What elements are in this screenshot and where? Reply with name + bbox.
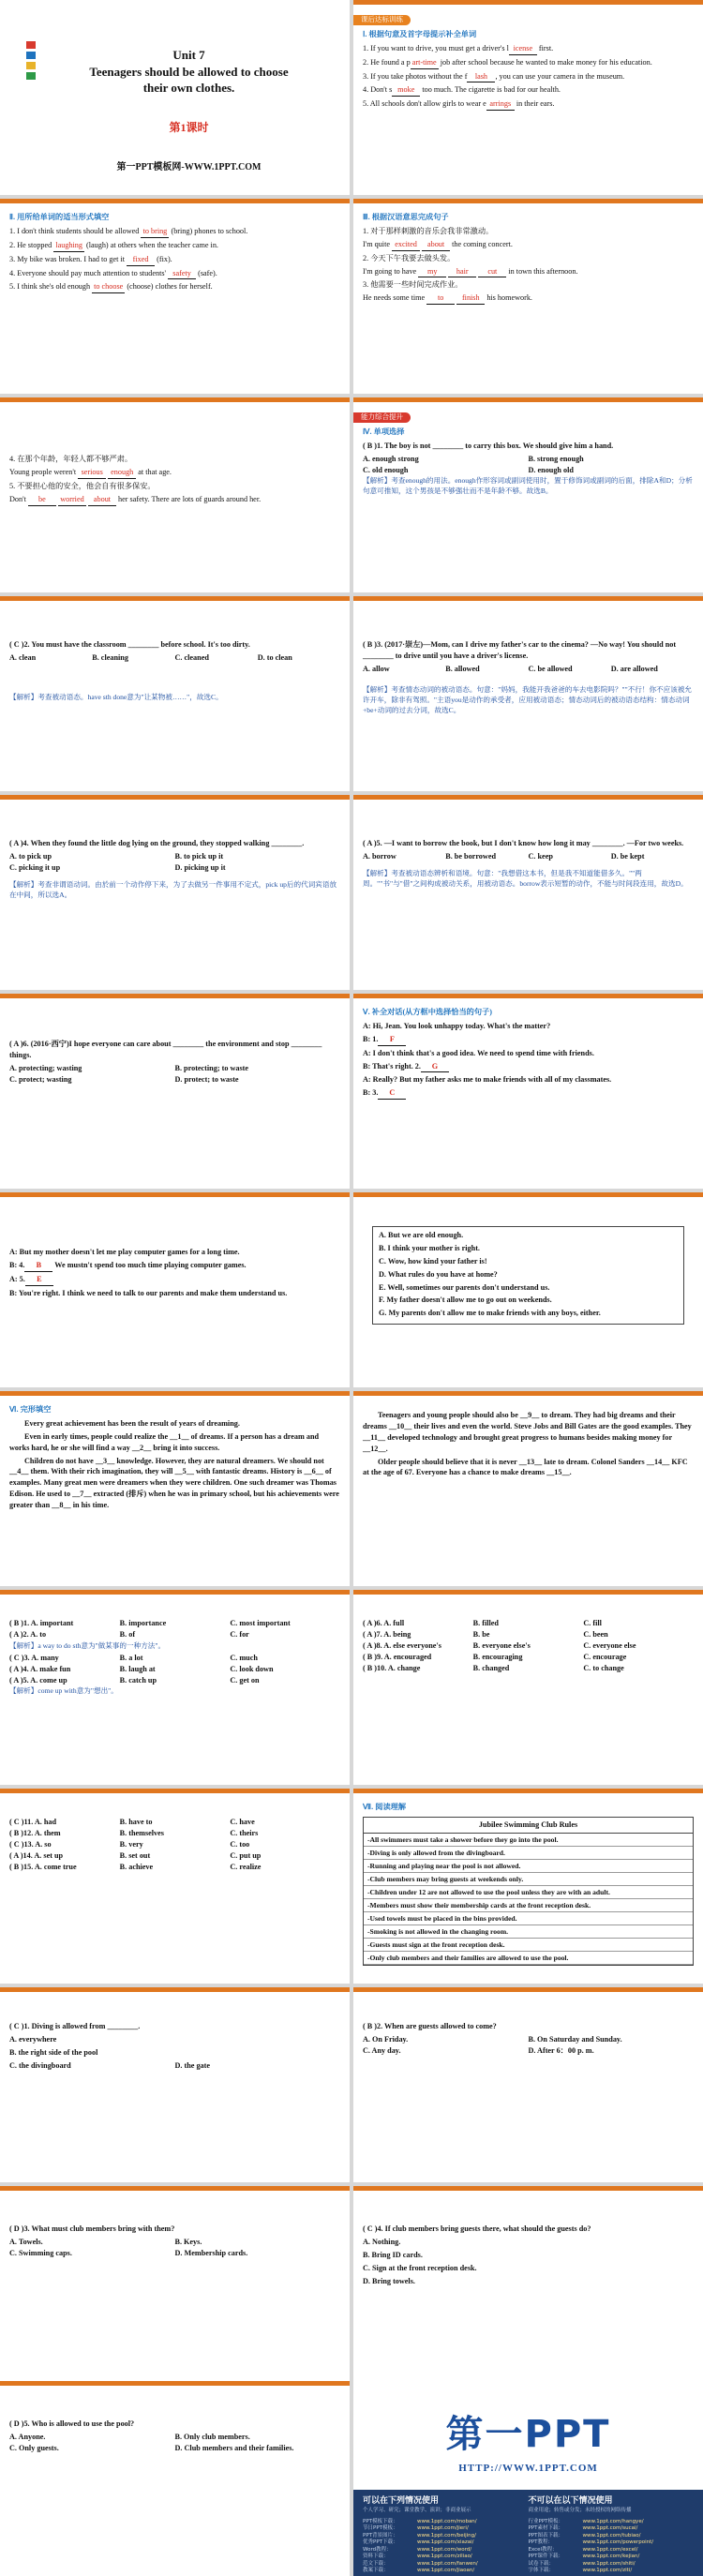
question: ( C )4. If club members bring guests there, what should the guests do? [363, 2224, 591, 2233]
footer-link[interactable]: PPT图表下载： www.1ppt.com/tubiao/ [528, 2532, 641, 2539]
question: 2. He found a p art-time job after school because he wanted to make money for his education. [363, 57, 694, 69]
footer-link[interactable]: 试卷下载： www.1ppt.com/shiti/ [528, 2560, 636, 2567]
slide-translate: Ⅲ. 根据汉语意思完成句子 1. 对于那样刺激的音乐会我非常激动。 I'm quite excited about the coming concert. 2. 今天下午我要去做头发。 I'm going to have my hair cut in town this afternoon. 3. 他需要一些时间完成作业。 He needs some time to finish his homework. [353, 199, 703, 394]
question: ( A )6. (2016·西宁)I hope everyone can care about ________ the environment and stop ________ things. [9, 1040, 322, 1059]
slide-dialogue-2: A: But my mother doesn't let me play computer games for a long time. B: 4. B We mustn't spend too much time playing computer games. A: 5. E B: You're right. I think we need to talk to our parents and make them understand us. [0, 1192, 350, 1387]
footer-link[interactable]: 教案下载： www.1ppt.com/jiaoan/ [363, 2567, 475, 2573]
slide-dialogue-options [353, 1192, 703, 1387]
section-heading: Ⅵ. 完形填空 [9, 1405, 52, 1414]
footer-link[interactable]: 资料下载： www.1ppt.com/ziliao/ [363, 2554, 472, 2560]
slide-cloze-1: Ⅵ. 完形填空 Every great achievement has been the result of years of dreaming. Even in early times, people could realize the __1__ of dreams. If a person has a dream and works hard, he or she will find a way __2__ bring it into success. Children do not have __3__ knowledge. However, they are natural dreamers. We should not __4__ them. With their rich imagination, they will __5__ with fantastic dreams. History is __6__ of examples. Many great men were dreamers when they were children. One such dreamer was Thomas Edison. He used to __7__ extracted (排斥) when he was in primary school, but his achievements were greater than __8__ in his time. [0, 1391, 350, 1586]
footer-panel: 可以在下列情况使用 个人学习、研究；课堂教学、演讲；非商业展示 不可以在以下情况使用 商业用途；转售或分发；未经授权的网络传播 PPT模板下载： www.1ppt.com/moban/ 节日PPT模板： www.1ppt.com/jieri/ PPT背景图片： www.1ppt.com/beijing/ 优秀PPT下载： www.1ppt.com/xiazai/ Word教程： www.1ppt.com/word/ 资料下载： www.1ppt.com/ziliao/ 范文下载： www.1ppt.com/fanwen/ 教案下载： www.1ppt.com/jiaoan/ 行业PPT模板： www.1ppt.com/hangye/ PPT素材下载： www.1ppt.com/sucai/ PPT图表下载： www.1ppt.com/tubiao/ PPT教程： www.1ppt.com/powerpoint/ Excel教程： www.1ppt.com/excel/ PPT课件下载： www.1ppt.com/kejian/ 试卷下载： www.1ppt.com/shiti/ 字体下载： www.1ppt.com/ziti/ [353, 2490, 703, 2576]
cover-slide [0, 0, 350, 195]
section-heading: Ⅰ. 根据句意及首字母提示补全单词 [363, 29, 477, 38]
site-logo: 第一PPT HTTP://WWW.1PPT.COM [353, 2381, 703, 2490]
footer-link[interactable]: Excel教程： www.1ppt.com/excel/ [528, 2546, 638, 2553]
slide-cloze-answers-1: ( B )1. A. important B. importance C. most important ( A )2. A. to B. of C. for 【解析】a way to do sth意为"做某事的一种方法"。 ( C )3. A. many B. a lot C. much ( A )4. A. make fun B. laugh at C. look down ( A )5. A. come up B. catch up C. get on 【解析】come up with意为"想出"。 [0, 1590, 350, 1785]
footer-link[interactable]: PPT素材下载： www.1ppt.com/sucai/ [528, 2525, 638, 2532]
explanation: 【解析】考查非谓语动词。由於前一个动作停下来，为了去做另一件事用不定式，pick up后的代词宾语放在中间，所以选A。 [9, 879, 337, 899]
section-badge: 能力综合提升 [353, 412, 411, 423]
options-box: A. But we are old enough. B. I think your mother is right. C. Wow, how kind your father is! D. What rules do you have at home? E. Well, sometimes our parents don't understand us. F. My father doesn't allow me to go out on weekends. G. My parents don't allow me to make friends with any boys, either. [372, 1226, 684, 1325]
question: 3. If you take photos without the f lash , you can use your camera in the museum. [363, 71, 694, 83]
footer-link[interactable]: PPT课件下载： www.1ppt.com/kejian/ [528, 2554, 640, 2560]
footer-link[interactable]: 字体下载： www.1ppt.com/ziti/ [528, 2567, 633, 2573]
cover-decoration [26, 41, 36, 82]
slide-reading-q4: ( C )4. If club members bring guests there, what should the guests do? A. Nothing. B. Bring ID cards. C. Sign at the front reception desk. D. Bring towels. [353, 2186, 703, 2381]
slide-translate-cont: 4. 在那个年龄，年轻人都不够严肃。 Young people weren't serious enough at that age. 5. 不要担心他的安全，他会自有很多保安。 Don't be worried about her safety. There are lots of guards around her. [0, 397, 350, 592]
footer-link[interactable]: PPT模板下载： www.1ppt.com/moban/ [363, 2519, 477, 2525]
question: ( B )2. When are guests allowed to come? [363, 2022, 497, 2030]
question: 5. All schools don't allow girls to wear e arrings in their ears. [363, 98, 694, 111]
question: 1. I don't think students should be allowed to bring (bring) phones to school. [9, 226, 340, 238]
question: ( A )4. When they found the little dog lying on the ground, they stopped walking ________. [9, 839, 305, 847]
question: 4. Don't s moke too much. The cigarette is bad for our health. [363, 84, 694, 97]
slide-end-logo [353, 2381, 703, 2576]
question: ( C )2. You must have the classroom ________ before school. It's too dirty. [9, 640, 250, 649]
answer-line: He needs some time to finish his homework. [363, 292, 694, 305]
question: 5. I think she's old enough to choose (choose) clothes for herself. [9, 281, 340, 293]
slide-mc-2: ( C )2. You must have the classroom ________ before school. It's too dirty. A. clean B. cleaning C. cleaned D. to clean 【解析】考查被动语态。have sth done意为"让某物被……"，故选C。 [0, 596, 350, 791]
question: ( A )5. —I want to borrow the book, but I don't know how long it may ________. —For two weeks. [363, 839, 684, 847]
slide-reading-q3: ( D )3. What must club members bring with them? A. Towels. B. Keys. C. Swimming caps. D. Membership cards. [0, 2186, 350, 2381]
slide-reading-q5: ( D )5. Who is allowed to use the pool? A. Anyone. B. Only club members. C. Only guests. D. Club members and their families. [0, 2381, 350, 2576]
cover-title: Unit 7 Teenagers should be allowed to choose their own clothes. [89, 48, 289, 96]
explanation: 【解析】考查enough的用法。enough作形容词或副词使用时，置于修饰词或副词的后面，排除A和D；分析句意可推知，这个男孩是不够强壮而不是年龄不够。故选B。 [363, 476, 693, 496]
slide-cloze-answers-3: ( C )11. A. had B. have to C. have ( B )12. A. them B. themselves C. theirs ( C )13. A. so B. very C. too ( A )14. A. set up B. set out C. put up ( B )15. A. come true B. achieve C. realize [0, 1789, 350, 1984]
footer-link[interactable]: 行业PPT模板： www.1ppt.com/hangye/ [528, 2519, 644, 2525]
slide-mc-1: 能力综合提升 Ⅳ. 单项选择 ( B )1. The boy is not ________ to carry this box. We should give him a hand. A. enough strong B. strong enough C. old enough D. enough old 【解析】考查enough的用法。enough作形容词或副词使用时，置于修饰词或副词的后面，排除A和D；分析句意可推知，这个男孩是不够强壮而不是年龄不够。故选B。 [353, 397, 703, 592]
footer-link[interactable]: 范文下载： www.1ppt.com/fanwen/ [363, 2560, 478, 2567]
slide-word-forms [0, 199, 350, 394]
footer-link[interactable]: 优秀PPT下载： www.1ppt.com/xiazai/ [363, 2539, 474, 2546]
section-heading: Ⅱ. 用所给单词的适当形式填空 [9, 213, 110, 221]
answer-line: I'm quite excited about the coming concert. [363, 239, 694, 251]
section-heading: Ⅲ. 根据汉语意思完成句子 [363, 213, 449, 221]
answer-line: Young people weren't serious enough at that age. [9, 467, 340, 479]
question: ( B )3. (2017·崇左)—Mom, can I drive my father's car to the cinema? —No way! You should not ________ to drive until you have a driver's license. [363, 640, 677, 660]
slide-reading-q1: ( C )1. Diving is allowed from ________. A. everywhere B. the right side of the pool C. the divingboard D. the gate [0, 1987, 350, 2182]
section-badge: 课后达标训练 [353, 15, 411, 25]
question: 4. Everyone should pay much attention to students' safety (safe). [9, 268, 340, 280]
rules-table: Jubilee Swimming Club Rules -All swimmers must take a shower before they go into the pool. -Diving is only allowed from the divingboard. -Running and playing near the pool is not allowed. -Club members may bring guests at weekends only. -Children under 12 are not allowed to use the pool unless they are with an adult. -Members must show their membership cards at the front reception desk. -Used towels must be placed in the bins provided. -Smoking is not allowed in the changing room. -Guests must sign at the front reception desk. -Only club members and their families are allowed to use the pool. [363, 1817, 694, 1966]
question: 3. My bike was broken. I had to get it fixed (fix). [9, 254, 340, 266]
footer-link[interactable]: 节日PPT模板： www.1ppt.com/jieri/ [363, 2525, 469, 2532]
slide-mc-3: ( B )3. (2017·崇左)—Mom, can I drive my father's car to the cinema? —No way! You should not ________ to drive until you have a driver's license. A. allow B. allowed C. be allowed D. are allowed 【解析】考查情态动词的被动语态。句意："妈妈，我能开我爸爸的车去电影院吗？""不行！你不应该被允许开车，除非有驾照。"主语you是动作的承受者，应用被动语态；情态动词后的被动语态结构：情态动词+be+动词的过去分词，故选C。 [353, 596, 703, 791]
slide-fill-words [353, 0, 703, 195]
explanation: 【解析】考查情态动词的被动语态。句意："妈妈，我能开我爸爸的车去电影院吗？""不行！你不应该被允许开车，除非有驾照。"主语you是动作的承受者，应用被动语态；情态动词后的被动语态结构：情态动词+be+动词的过去分词，故选C。 [363, 684, 693, 714]
slide-cloze-answers-2: ( A )6. A. full B. filled C. fill ( A )7. A. being B. be C. been ( A )8. A. else everyone's B. everyone else's C. everyone else ( B )9. A. encouraged B. encouraging C. encourage ( B )10. A. change B. changed C. to change [353, 1590, 703, 1785]
section-heading: Ⅳ. 单项选择 [363, 427, 405, 436]
footer-link[interactable]: PPT背景图片： www.1ppt.com/beijing/ [363, 2532, 477, 2539]
question: ( C )1. Diving is allowed from ________. [9, 2022, 141, 2030]
question: 2. He stopped laughing (laugh) at others when the teacher came in. [9, 240, 340, 252]
question: ( B )1. The boy is not ________ to carry this box. We should give him a hand. [363, 441, 614, 450]
answer-line: Don't be worried about her safety. There are lots of guards around her. [9, 494, 340, 506]
question: 1. If you want to drive, you must get a driver's l icense first. [363, 43, 694, 55]
section-heading: Ⅶ. 阅读理解 [363, 1803, 407, 1811]
slide-cloze-2: Teenagers and young people should also be __9__ to dream. They had big dreams and their dreams __10__ their lives and even the world. Steve Jobs and Bill Gates are the good examples. They __11__ developed technology and brought great progress to humans besides making money for __12__. Older people should believe that it is never __13__ late to dream. Colonel Sanders __14__ KFC at the age of 67. Everyone has a chance to make dreams __15__. [353, 1391, 703, 1586]
slide-mc-6: ( A )6. (2016·西宁)I hope everyone can care about ________ the environment and stop ________ things. A. protecting; wasting B. protecting; to waste C. protect; wasting D. protect; to waste [0, 994, 350, 1189]
lesson-label: 第1课时 [169, 121, 209, 134]
footer-link[interactable]: Word教程： www.1ppt.com/word/ [363, 2546, 472, 2553]
footer-link[interactable]: PPT教程： www.1ppt.com/powerpoint/ [528, 2539, 654, 2546]
slide-mc-5: ( A )5. —I want to borrow the book, but I don't know how long it may ________. —For two weeks. A. borrow B. be borrowed C. keep D. be kept 【解析】考查被动语态辨析和语境。句意："我想借这本书，但是我不知道能借多久。""两周。""书"与"借"之间构成被动关系，用被动语态。borrow表示短暂的动作，不能与时间段连用，故选D。 [353, 795, 703, 990]
site-label: 第一PPT模板网-WWW.1PPT.COM [116, 162, 262, 172]
answer-line: I'm going to have my hair cut in town this afternoon. [363, 266, 694, 278]
explanation: 【解析】考查被动语态。have sth done意为"让某物被……"，故选C。 [9, 692, 223, 701]
question: ( D )5. Who is allowed to use the pool? [9, 2419, 135, 2428]
slide-reading-rules [353, 1789, 703, 1984]
question: ( D )3. What must club members bring with them? [9, 2224, 175, 2233]
slide-dialogue-1: Ⅴ. 补全对话(从方框中选择恰当的句子) A: Hi, Jean. You look unhappy today. What's the matter? B: 1. F A: I don't think that's a good idea. We need to spend time with friends. B: That's right. 2. G A: Really? But my father asks me to make friends with all of my classmates. B: 3. C [353, 994, 703, 1189]
slide-mc-4: ( A )4. When they found the little dog lying on the ground, they stopped walking ________. A. to pick up B. to pick up it C. picking it up D. picking up it 【解析】考查非谓语动词。由於前一个动作停下来，为了去做另一件事用不定式，pick up后的代词宾语放在中间，所以选A。 [0, 795, 350, 990]
explanation: 【解析】考查被动语态辨析和语境。句意："我想借这本书，但是我不知道能借多久。""两周。""书"与"借"之间构成被动关系，用被动语态。borrow表示短暂的动作，不能与时间段连用，故选D。 [363, 868, 688, 888]
slide-reading-q2: ( B )2. When are guests allowed to come? A. On Friday. B. On Saturday and Sunday. C. Any day. D. After 6：00 p. m. [353, 1987, 703, 2182]
section-heading: Ⅴ. 补全对话(从方框中选择恰当的句子) [363, 1008, 492, 1016]
